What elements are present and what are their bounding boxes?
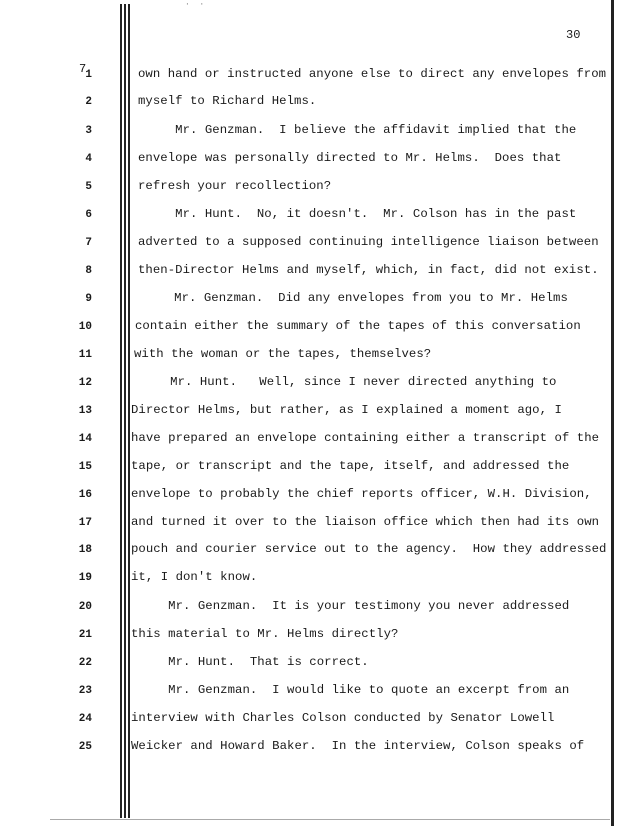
line-number: 24 — [78, 713, 92, 725]
line-text: tape, or transcript and the tape, itself, and addressed the — [131, 459, 570, 473]
line-text: interview with Charles Colson conducted by Senator Lowell — [131, 711, 555, 725]
line-number: 4 — [85, 153, 92, 165]
line-number: 9 — [85, 293, 92, 305]
transcript-line — [0, 569, 610, 589]
line-text: contain either the summary of the tapes of this conversation — [135, 319, 581, 333]
line-number: 10 — [78, 321, 92, 333]
transcript-line — [0, 93, 610, 113]
line-text: Mr. Genzman. It is your testimony you never addressed — [131, 599, 570, 613]
line-number: 22 — [78, 657, 92, 669]
transcript-line — [0, 710, 610, 730]
transcript-line — [0, 178, 610, 198]
line-number: 18 — [78, 544, 92, 556]
bottom-edge — [50, 819, 610, 820]
transcript-line — [0, 486, 610, 506]
line-number: 7 — [85, 237, 92, 249]
line-number: 5 — [85, 181, 92, 193]
line-text: Mr. Hunt. No, it doesn't. Mr. Colson has in the past — [138, 207, 577, 221]
transcript-line — [0, 514, 610, 534]
line-text: envelope was personally directed to Mr. Helms. Does that — [138, 151, 562, 165]
right-margin-rule — [611, 0, 614, 826]
line-text: and turned it over to the liaison office which then had its own — [131, 515, 600, 529]
transcript-line — [0, 374, 610, 394]
transcript-line — [0, 541, 610, 561]
line-number: 2 — [85, 96, 92, 108]
line-number: 12 — [78, 377, 92, 389]
line-text: Director Helms, but rather, as I explained a moment ago, I — [131, 403, 562, 417]
line-text: it, I don't know. — [131, 570, 258, 584]
transcript-line — [0, 66, 610, 86]
transcript-line — [0, 598, 610, 618]
transcript-line — [0, 318, 610, 338]
line-number: 16 — [78, 489, 92, 501]
line-text: pouch and courier service out to the agency. How they addressed — [131, 542, 607, 556]
transcript-line — [0, 150, 610, 170]
line-number: 1 — [85, 69, 92, 81]
scan-specks: · · — [185, 0, 205, 9]
line-text: own hand or instructed anyone else to direct any envelopes from — [138, 67, 607, 81]
line-text: Mr. Genzman. I would like to quote an excerpt from an — [131, 683, 570, 697]
line-text: Mr. Genzman. Did any envelopes from you to Mr. Helms — [137, 291, 568, 305]
margin-mark: 7 — [79, 62, 87, 76]
line-text: envelope to probably the chief reports officer, W.H. Division, — [131, 487, 592, 501]
line-number: 25 — [78, 741, 92, 753]
transcript-line — [0, 458, 610, 478]
transcript-line — [0, 402, 610, 422]
transcript-line — [0, 122, 610, 142]
line-text: have prepared an envelope containing either a transcript of the — [131, 431, 600, 445]
line-number: 23 — [78, 685, 92, 697]
line-number: 21 — [78, 629, 92, 641]
line-text: adverted to a supposed continuing intelligence liaison between — [138, 235, 599, 249]
transcript-line — [0, 430, 610, 450]
line-text: Mr. Hunt. That is correct. — [131, 655, 369, 669]
line-number: 20 — [78, 601, 92, 613]
transcript-line — [0, 626, 610, 646]
line-number: 19 — [78, 572, 92, 584]
line-number: 13 — [78, 405, 92, 417]
transcript-line — [0, 262, 610, 282]
line-text: Mr. Genzman. I believe the affidavit implied that the — [138, 123, 577, 137]
line-text: then-Director Helms and myself, which, in fact, did not exist. — [138, 263, 599, 277]
line-text: refresh your recollection? — [138, 179, 332, 193]
line-number: 6 — [85, 209, 92, 221]
line-number: 17 — [78, 517, 92, 529]
line-number: 15 — [78, 461, 92, 473]
line-text: Weicker and Howard Baker. In the interview, Colson speaks of — [131, 739, 585, 753]
line-number: 3 — [85, 125, 92, 137]
transcript-line — [0, 346, 610, 366]
transcript-line — [0, 682, 610, 702]
page-number: 30 — [566, 28, 581, 42]
line-number: 8 — [85, 265, 92, 277]
transcript-line — [0, 654, 610, 674]
line-text: myself to Richard Helms. — [138, 94, 317, 108]
line-number: 14 — [78, 433, 92, 445]
line-number: 11 — [78, 349, 92, 361]
line-text: this material to Mr. Helms directly? — [131, 627, 399, 641]
line-text: with the woman or the tapes, themselves? — [134, 347, 432, 361]
transcript-line — [0, 290, 610, 310]
line-text: Mr. Hunt. Well, since I never directed anything to — [133, 375, 557, 389]
transcript-line — [0, 738, 610, 758]
transcript-line — [0, 234, 610, 254]
transcript-line — [0, 206, 610, 226]
